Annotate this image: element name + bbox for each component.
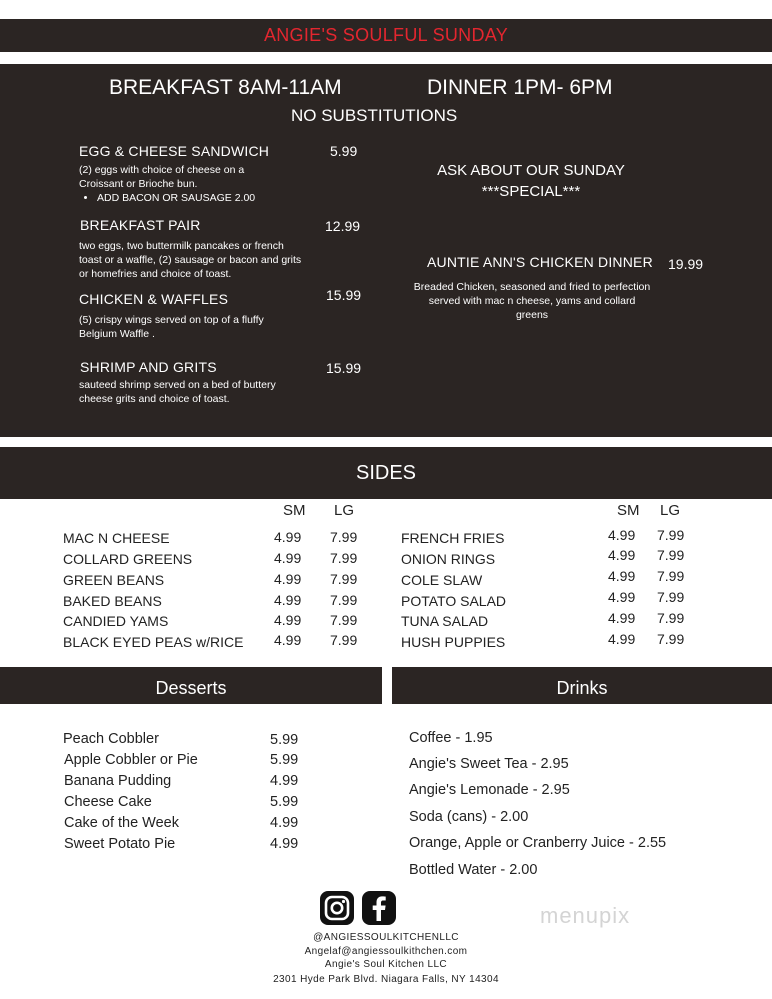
side-sm-price: 4.99 (274, 632, 302, 648)
business-name: Angie's Soul Kitchen LLC (324, 959, 448, 970)
menu-item-price: 15.99 (326, 360, 362, 376)
side-name: MAC N CHEESE (63, 530, 170, 546)
drink-item: Bottled Water - 2.00 (409, 862, 538, 878)
dinner-item-description: Breaded Chicken, seasoned and fried to perfection served with mac n cheese, yams and collard greens (413, 281, 651, 321)
side-sm-price: 4.99 (274, 529, 302, 545)
side-lg-price: 7.99 (657, 610, 685, 626)
addon-item: • ADD BACON OR SAUSAGE 2.00 (97, 191, 289, 205)
side-sm-price: 4.99 (274, 571, 302, 587)
sides-header: SIDES (355, 462, 417, 484)
dinner-item-name: AUNTIE ANN'S CHICKEN DINNER (427, 254, 653, 270)
facebook-icon[interactable] (362, 891, 396, 925)
page-title: ANGIE'S SOULFUL SUNDAY (263, 25, 509, 45)
side-name: COLLARD GREENS (63, 551, 193, 567)
side-sm-price: 4.99 (608, 631, 636, 647)
side-sm-price: 4.99 (608, 527, 636, 543)
menu-item-price: 5.99 (330, 143, 358, 159)
desserts-header-bar (0, 667, 382, 704)
description-text: (2) eggs with choice of cheese on a Croissant or Brioche bun. (79, 164, 245, 190)
menu-item-name: EGG & CHEESE SANDWICH (79, 143, 270, 159)
special-line-1: ASK ABOUT OUR SUNDAY (437, 162, 625, 179)
menu-item-description: two eggs, two buttermilk pancakes or french toast or a waffle, (2) sausage or bacon and grits or homefries and choice of toast. (79, 240, 302, 280)
dinner-item-price: 19.99 (668, 256, 704, 272)
addon-list (79, 191, 289, 205)
breakfast-dinner-panel (0, 64, 772, 437)
side-lg-price: 7.99 (330, 592, 358, 608)
business-address: 2301 Hyde Park Blvd. Niagara Falls, NY 14304 (273, 974, 499, 985)
side-sm-price: 4.99 (274, 612, 302, 628)
drink-item: Angie's Lemonade - 2.95 (409, 782, 570, 798)
dessert-name: Cake of the Week (64, 815, 179, 831)
watermark: menupix (540, 903, 631, 928)
sunday-special-note (416, 162, 646, 200)
lg-label: LG (334, 502, 355, 519)
sm-label: SM (617, 502, 640, 519)
no-substitutions-note: NO SUBSTITUTIONS (291, 106, 458, 125)
drink-item: Angie's Sweet Tea - 2.95 (409, 756, 569, 772)
side-lg-price: 7.99 (330, 550, 358, 566)
title-bar (0, 19, 772, 52)
side-lg-price: 7.99 (657, 568, 685, 584)
side-lg-price: 7.99 (330, 529, 358, 545)
sides-header-bar (0, 447, 772, 499)
drink-item: Soda (cans) - 2.00 (409, 809, 529, 825)
side-lg-price: 7.99 (657, 631, 685, 647)
side-name: CANDIED YAMS (63, 613, 169, 629)
sm-label: SM (283, 502, 306, 519)
side-lg-price: 7.99 (330, 571, 358, 587)
drinks-header-bar (392, 667, 772, 704)
side-sm-price: 4.99 (274, 550, 302, 566)
dessert-name: Banana Pudding (64, 773, 172, 789)
instagram-icon[interactable] (320, 891, 354, 925)
side-lg-price: 7.99 (657, 527, 685, 543)
side-sm-price: 4.99 (274, 592, 302, 608)
menu-item-price: 15.99 (326, 287, 362, 303)
side-name: HUSH PUPPIES (401, 634, 506, 650)
dessert-name: Cheese Cake (64, 794, 152, 810)
drink-item: Coffee - 1.95 (409, 730, 493, 746)
menu-item-name: SHRIMP AND GRITS (80, 359, 217, 375)
desserts-header: Desserts (155, 678, 227, 698)
social-handle: @ANGIESSOULKITCHENLLC (313, 932, 459, 943)
side-sm-price: 4.99 (608, 589, 636, 605)
breakfast-header: BREAKFAST 8AM-11AM (109, 76, 342, 99)
lg-label: LG (660, 502, 681, 519)
side-name: BAKED BEANS (63, 593, 162, 609)
dessert-name: Sweet Potato Pie (64, 836, 176, 852)
dessert-price: 4.99 (270, 773, 299, 789)
dessert-price: 5.99 (270, 732, 299, 748)
side-name: BLACK EYED PEAS w/RICE (63, 634, 244, 650)
side-name: GREEN BEANS (63, 572, 165, 588)
side-name: POTATO SALAD (401, 593, 507, 609)
side-name: TUNA SALAD (401, 613, 489, 629)
side-lg-price: 7.99 (657, 589, 685, 605)
menu-item-description (79, 163, 289, 205)
side-name: COLE SLAW (401, 572, 483, 588)
dessert-name: Peach Cobbler (63, 731, 159, 747)
side-name: ONION RINGS (401, 551, 496, 567)
dessert-price: 4.99 (270, 836, 299, 852)
email-address[interactable]: Angelaf@angiessoulkithchen.com (304, 946, 468, 957)
side-lg-price: 7.99 (657, 547, 685, 563)
side-lg-price: 7.99 (330, 632, 358, 648)
dinner-header: DINNER 1PM- 6PM (427, 76, 613, 99)
menu-item-name: CHICKEN & WAFFLES (79, 291, 229, 307)
dessert-name: Apple Cobbler or Pie (64, 752, 198, 768)
dessert-price: 5.99 (270, 794, 299, 810)
drink-item: Orange, Apple or Cranberry Juice - 2.55 (409, 835, 667, 851)
menu-item-name: BREAKFAST PAIR (80, 217, 201, 233)
special-line-2: ***SPECIAL*** (481, 183, 581, 200)
side-name: FRENCH FRIES (401, 530, 505, 546)
side-sm-price: 4.99 (608, 547, 636, 563)
dessert-price: 5.99 (270, 752, 299, 768)
menu-item-description: sauteed shrimp served on a bed of buttery cheese grits and choice of toast. (79, 379, 276, 405)
side-sm-price: 4.99 (608, 568, 636, 584)
dessert-price: 4.99 (270, 815, 299, 831)
drinks-header: Drinks (556, 678, 608, 698)
side-sm-price: 4.99 (608, 610, 636, 626)
menu-item-price: 12.99 (325, 218, 361, 234)
menu-item-description: (5) crispy wings served on top of a fluffy Belgium Waffle . (79, 314, 264, 340)
side-lg-price: 7.99 (330, 612, 358, 628)
